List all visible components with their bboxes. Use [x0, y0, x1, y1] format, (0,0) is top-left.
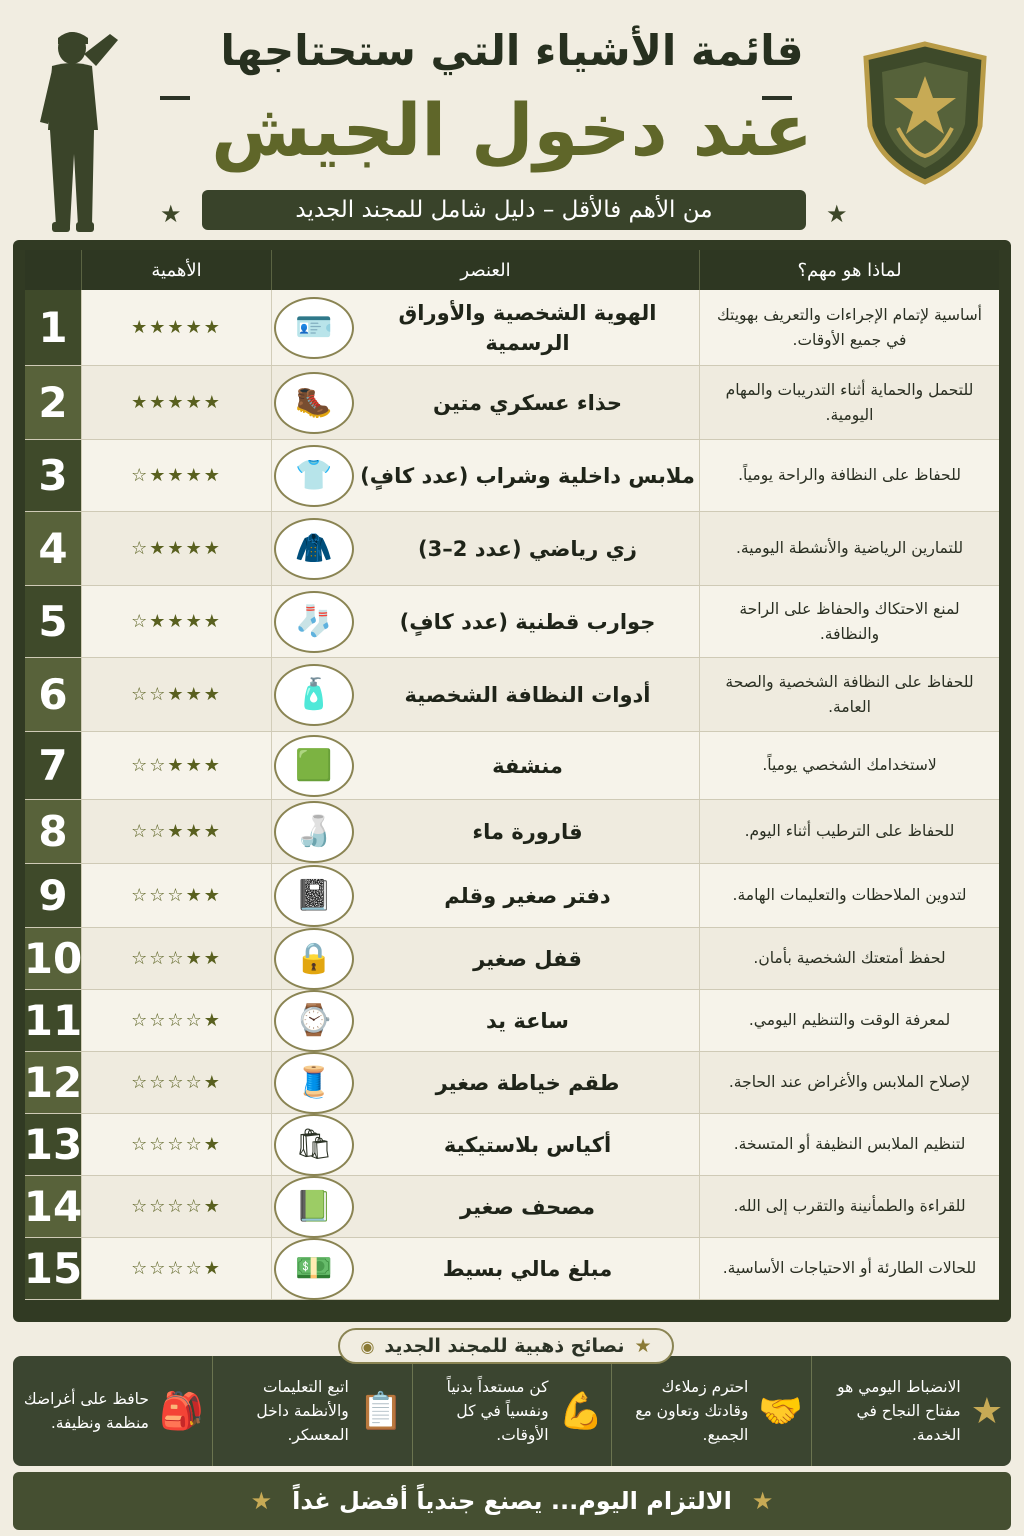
title-line-2: عند دخول الجيش	[211, 88, 813, 172]
tip-item	[412, 1356, 612, 1466]
table-row	[25, 1052, 999, 1114]
table-row	[25, 1176, 999, 1238]
table-row	[25, 928, 999, 990]
row-stars: ★☆☆☆☆	[81, 1114, 271, 1175]
row-why: لاستخدامك الشخصي يومياً.	[699, 732, 999, 799]
row-why: للتمارين الرياضية والأنشطة اليومية.	[699, 512, 999, 585]
row-item	[271, 800, 699, 863]
table-row	[25, 290, 999, 366]
header-why: لماذا هو مهم؟	[699, 250, 999, 290]
table-row	[25, 1238, 999, 1300]
tips-title	[338, 1328, 674, 1364]
plastic-bag-icon: 🛍	[274, 1114, 354, 1176]
row-number: 6	[25, 658, 81, 731]
row-stars: ★★★★☆	[81, 586, 271, 657]
row-stars: ★★★☆☆	[81, 732, 271, 799]
row-why: أساسية لإتمام الإجراءات والتعريف بهويتك في جميع الأوقات.	[699, 290, 999, 365]
table-row	[25, 864, 999, 928]
notebook-icon: 📓	[274, 865, 354, 927]
decor-star-right-icon: ★	[826, 200, 848, 228]
tip-text: احترم زملاءك وقادتك وتعاون مع الجميع.	[635, 1378, 749, 1444]
row-why: لمعرفة الوقت والتنظيم اليومي.	[699, 990, 999, 1051]
uniform-icon: 🧥	[274, 518, 354, 580]
table-row	[25, 990, 999, 1052]
header-number	[25, 250, 81, 290]
tip-item	[212, 1356, 412, 1466]
row-item-name: منشفة	[492, 753, 563, 778]
row-stars: ★★★★★	[81, 290, 271, 365]
row-item-name: طقم خياطة صغير	[435, 1070, 620, 1095]
clothes-icon: 👕	[274, 445, 354, 507]
row-why: لتنظيم الملابس النظيفة أو المتسخة.	[699, 1114, 999, 1175]
header-item: العنصر	[271, 250, 699, 290]
row-item	[271, 732, 699, 799]
row-number: 11	[25, 990, 81, 1051]
row-item-name: أكياس بلاستيكية	[443, 1132, 612, 1157]
boot-icon: 🥾	[274, 372, 354, 434]
row-number: 3	[25, 440, 81, 511]
tips-title-badge-icon: ◉	[360, 1336, 375, 1356]
tips-title-star-icon: ★	[634, 1335, 652, 1357]
row-why: للتحمل والحماية أثناء التدريبات والمهام اليومية.	[699, 366, 999, 439]
quran-icon: 📗	[274, 1176, 354, 1238]
row-item-name: جوارب قطنية (عدد كافٍ)	[399, 609, 656, 634]
table-row	[25, 512, 999, 586]
row-item	[271, 990, 699, 1051]
toiletries-icon: 🧴	[274, 664, 354, 726]
tip-text: اتبع التعليمات والأنظمة داخل المعسكر.	[256, 1378, 349, 1444]
watch-icon: ⌚	[274, 990, 354, 1052]
footer-text: الالتزام اليوم... يصنع جندياً أفضل غداً	[292, 1487, 732, 1515]
tip-item	[811, 1356, 1011, 1466]
row-number: 2	[25, 366, 81, 439]
row-item	[271, 864, 699, 927]
row-number: 12	[25, 1052, 81, 1113]
row-number: 15	[25, 1238, 81, 1299]
row-item-name: ملابس داخلية وشراب (عدد كافٍ)	[360, 463, 695, 488]
table-row	[25, 800, 999, 864]
row-stars: ★☆☆☆☆	[81, 990, 271, 1051]
row-stars: ★☆☆☆☆	[81, 1238, 271, 1299]
table-row	[25, 440, 999, 512]
towel-icon: 🟩	[274, 735, 354, 797]
row-item-name: قفل صغير	[473, 946, 582, 971]
table-row	[25, 366, 999, 440]
row-number: 10	[25, 928, 81, 989]
row-stars: ★★☆☆☆	[81, 928, 271, 989]
row-item	[271, 366, 699, 439]
row-item-name: مصحف صغير	[460, 1194, 595, 1219]
handshake-icon: 🤝	[758, 1391, 804, 1432]
sewing-kit-icon: 🧵	[274, 1052, 354, 1114]
backpack-icon: 🎒	[158, 1391, 204, 1432]
subtitle-banner: من الأهم فالأقل – دليل شامل للمجند الجديد	[202, 190, 806, 230]
table-row	[25, 586, 999, 658]
tips-title-text: نصائح ذهبية للمجند الجديد	[384, 1335, 625, 1357]
row-stars: ★★★☆☆	[81, 800, 271, 863]
row-item	[271, 586, 699, 657]
row-item	[271, 512, 699, 585]
row-stars: ★★★★☆	[81, 512, 271, 585]
row-item-name: حذاء عسكري متين	[432, 390, 623, 415]
tip-item	[611, 1356, 811, 1466]
row-stars: ★★★★☆	[81, 440, 271, 511]
row-item-name: أدوات النظافة الشخصية	[404, 682, 651, 707]
table-header	[25, 250, 999, 290]
row-item	[271, 1238, 699, 1299]
muscle-icon: 💪	[558, 1391, 604, 1432]
header	[0, 0, 1024, 240]
row-stars: ★☆☆☆☆	[81, 1176, 271, 1237]
tip-item	[13, 1356, 212, 1466]
row-item	[271, 1052, 699, 1113]
row-why: للقراءة والطمأنينة والتقرب إلى الله.	[699, 1176, 999, 1237]
footer-banner	[13, 1472, 1011, 1530]
id-card-icon: 🪪	[274, 297, 354, 359]
row-item-name: ساعة يد	[486, 1008, 569, 1033]
row-item	[271, 290, 699, 365]
row-item	[271, 928, 699, 989]
row-number: 8	[25, 800, 81, 863]
title-dash-left	[160, 96, 190, 100]
row-why: للحفاظ على النظافة الشخصية والصحة العامة.	[699, 658, 999, 731]
row-item	[271, 1176, 699, 1237]
row-number: 14	[25, 1176, 81, 1237]
footer-star-right-icon: ★	[751, 1487, 774, 1515]
row-number: 13	[25, 1114, 81, 1175]
row-number: 9	[25, 864, 81, 927]
checklist-icon: 📋	[358, 1391, 404, 1432]
row-number: 5	[25, 586, 81, 657]
water-bottle-icon: 🍶	[274, 801, 354, 863]
tip-text: كن مستعداً بدنياً ونفسياً في كل الأوقات.	[446, 1378, 549, 1444]
row-why: للحفاظ على النظافة والراحة يومياً.	[699, 440, 999, 511]
row-item-name: دفتر صغير وقلم	[444, 883, 611, 908]
star-icon: ★	[970, 1390, 1003, 1432]
row-number: 7	[25, 732, 81, 799]
row-why: لحفظ أمتعتك الشخصية بأمان.	[699, 928, 999, 989]
row-stars: ★☆☆☆☆	[81, 1052, 271, 1113]
row-item	[271, 440, 699, 511]
table-row	[25, 732, 999, 800]
row-item	[271, 658, 699, 731]
row-item-name: قارورة ماء	[472, 819, 583, 844]
padlock-icon: 🔒	[274, 928, 354, 990]
items-table	[13, 240, 1011, 1322]
header-importance: الأهمية	[81, 250, 271, 290]
row-why: للحالات الطارئة أو الاحتياجات الأساسية.	[699, 1238, 999, 1299]
row-why: للحفاظ على الترطيب أثناء اليوم.	[699, 800, 999, 863]
table-rows	[25, 290, 999, 1300]
title-line-1: قائمة الأشياء التي ستحتاجها	[220, 26, 804, 75]
row-why: لتدوين الملاحظات والتعليمات الهامة.	[699, 864, 999, 927]
footer-star-left-icon: ★	[250, 1487, 273, 1515]
row-why: لمنع الاحتكاك والحفاظ على الراحة والنظافة.	[699, 586, 999, 657]
row-why: لإصلاح الملابس والأغراض عند الحاجة.	[699, 1052, 999, 1113]
tips-panel	[13, 1356, 1011, 1466]
row-number: 1	[25, 290, 81, 365]
row-number: 4	[25, 512, 81, 585]
money-icon: 💵	[274, 1238, 354, 1300]
row-item-name: زي رياضي (عدد 2–3)	[418, 536, 637, 561]
row-stars: ★★★☆☆	[81, 658, 271, 731]
tip-text: حافظ على أغراضك منظمة ونظيفة.	[23, 1390, 149, 1432]
decor-star-left-icon: ★	[160, 200, 182, 228]
table-row	[25, 658, 999, 732]
row-stars: ★★☆☆☆	[81, 864, 271, 927]
table-row	[25, 1114, 999, 1176]
row-item-name: مبلغ مالي بسيط	[442, 1256, 613, 1281]
saluting-soldier-icon	[22, 26, 132, 238]
socks-icon: 🧦	[274, 591, 354, 653]
shield-emblem-icon	[862, 40, 988, 186]
row-stars: ★★★★★	[81, 366, 271, 439]
tip-text: الانضباط اليومي هو مفتاح النجاح في الخدمة.	[837, 1378, 961, 1444]
row-item-name: الهوية الشخصية والأوراق الرسمية	[398, 300, 657, 355]
row-item	[271, 1114, 699, 1175]
